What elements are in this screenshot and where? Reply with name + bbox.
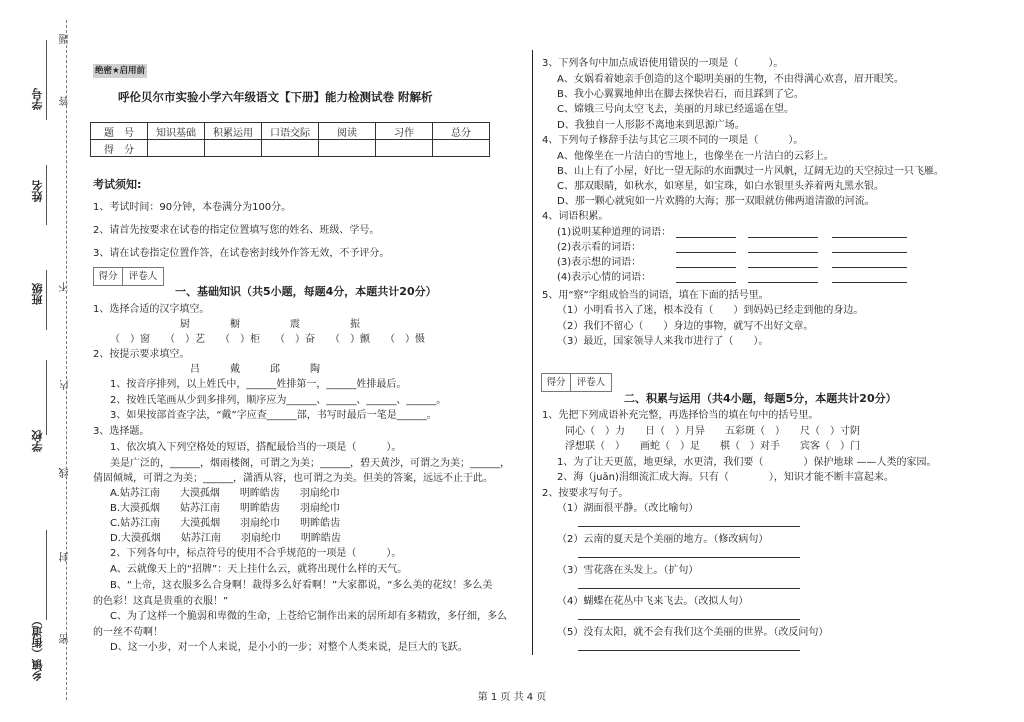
s2-prompt: （3）雪花落在头发上。（扩句） (557, 565, 699, 576)
s2-prompt: （4）蝴蝶在花丛中飞来飞去。（改拟人句） (557, 596, 749, 607)
seal-mark-da: 答 (60, 96, 71, 106)
r-option: B、我小心翼翼地伸出在脚去探快岩石，而且踩到了它。 (557, 89, 804, 100)
s1-option: B.大漠孤烟 姑苏江南 明眸皓齿 羽扇纶巾 (110, 503, 341, 514)
side-line-3 (46, 270, 47, 330)
s1-line: 2、按提示要求填空。 (93, 349, 190, 360)
r-option: D、我独自一人形影不离地来到思源广场。 (557, 120, 745, 131)
blank-line (832, 267, 907, 268)
score-header-cell: 知识基础 (148, 123, 205, 140)
r-option: （2）我们不留心（ ）身边的事物，就写不出好文章。 (557, 321, 814, 332)
grader-score-label: 得分 (94, 268, 123, 285)
section-1-title: 一、基础知识（共5小题，每题4分，本题共计20分） (175, 285, 437, 298)
score-cell (319, 140, 376, 157)
s1-line: 美是广泛的，______，烟雨楼阁，可谓之为美；______，碧天黄沙，可谓之为美；______， (110, 458, 510, 469)
s1-line: 1、依次填入下列空格处的短语，搭配最恰当的一项是（ ）。 (110, 442, 402, 453)
side-line-5 (46, 530, 47, 620)
r-line: 3、下列各句中加点成语使用错误的一项是（ ）。 (542, 58, 784, 69)
side-line-4 (46, 360, 47, 435)
answer-line (578, 557, 800, 558)
r-line: 5、用“察”字组成恰当的词语，填在下面的括号里。 (542, 290, 769, 301)
blank-line (748, 237, 818, 238)
exam-title: 呼伦贝尔市实验小学六年级语文【下册】能力检测试卷 附解析 (118, 90, 433, 104)
blank-line (832, 282, 907, 283)
r-option: (2)表示看的词语： (557, 242, 642, 253)
score-header-cell: 口语交际 (262, 123, 319, 140)
s1-line: 倩固倾城，可谓之为美；______，潇洒从容，也可谓之为美。但美的答案，远远不止于此。 (93, 473, 493, 484)
s1-option: C.姑苏江南 大漠孤烟 羽扇纶巾 明眸皓齿 (110, 518, 341, 529)
seal-mark-nei: 内 (60, 380, 71, 390)
r-option: A、他像坐在一片洁白的雪地上，也像坐在一片洁白的云彩上。 (557, 151, 834, 162)
s1-line: 的色彩！这真是贵重的衣服！” (93, 596, 229, 607)
page-number: 第 1 页 共 4 页 (477, 692, 547, 703)
r-option: （1）小明看书入了迷，根本没有（ ）到妈妈已经走到他的身边。 (557, 305, 864, 316)
confidential-badge: 绝密★启用前 (94, 66, 146, 76)
blank-line (832, 252, 907, 253)
s1-line: 吕 戴 邱 陶 (190, 364, 320, 375)
grader-name-label: 评卷人 (128, 271, 158, 282)
student-id-label: 学号 (31, 88, 44, 110)
r-line: 4、词语积累。 (542, 211, 609, 222)
s1-line: 1、按音序排列，以上姓氏中，______姓排第一，______姓排最后。 (110, 379, 407, 390)
score-cell (148, 140, 205, 157)
s2-line: 1、先把下列成语补充完整，再选择恰当的填在句中的括号里。 (542, 410, 819, 421)
blank-line (676, 237, 736, 238)
s1-option: D、这一小步，对一个人来说，是小小的一步；对整个人类来说，是巨大的飞跃。 (110, 642, 468, 653)
section-2-title: 二、积累与运用（共4小题，每题5分，本题共计20分） (624, 392, 897, 405)
s1-line: 厨 橱 震 振 (180, 319, 360, 330)
blank-line (748, 267, 818, 268)
seal-mark-ti: 题 (60, 34, 71, 44)
score-header-cell: 题 号 (91, 123, 148, 140)
s1-line: （ ）窗 （ ）艺 （ ）柜 （ ）奋 （ ）颤 （ ）慑 (110, 334, 425, 345)
school-label: 学校 (31, 430, 44, 452)
s1-option: C、为了这样一个脆弱和卑微的生命，上苍给它制作出来的居所却有多精致，多仔细，多么 (110, 611, 507, 622)
s1-line: 2、下列各句中，标点符号的使用不合乎规范的一项是（ ）。 (110, 548, 402, 559)
blank-line (676, 267, 736, 268)
s1-line: 3、选择题。 (93, 426, 150, 437)
seal-mark-bu: 不 (60, 282, 71, 292)
r-option: A、女娲看着她亲手创造的这个聪明美丽的生物，不由得满心欢喜，眉开眼笑。 (557, 74, 904, 85)
score-header-cell: 习作 (376, 123, 433, 140)
s1-option: A、云就像天上的“招牌”：天上挂什么云，就将出现什么样的天气。 (110, 564, 408, 575)
answer-line (578, 526, 800, 527)
s2-line: 1、为了让天更蓝，地更绿，水更清，我们要（ ）保护地球 ——人类的家园。 (557, 457, 937, 468)
score-cell (262, 140, 319, 157)
score-cell (376, 140, 433, 157)
s2-prompt: （2）云南的夏天是个美丽的地方。（修改病句） (557, 534, 769, 545)
township-label: 乡镇（街道） (31, 615, 44, 681)
column-divider (532, 50, 533, 655)
r-option: (4)表示心情的词语： (557, 272, 652, 283)
score-header-cell: 积累运用 (205, 123, 262, 140)
seal-mark-xian: 线 (60, 468, 71, 478)
s2-line: 2、按要求写句子。 (542, 488, 629, 499)
seal-mark-feng: 封 (60, 552, 71, 562)
grader-name-label: 评卷人 (576, 377, 606, 388)
blank-line (676, 252, 736, 253)
s1-line: 2、按姓氏笔画从少到多排列，顺序应为______、______、______、______。 (110, 395, 447, 406)
notice-item: 1、考试时间：90分钟，本卷满分为100分。 (93, 202, 292, 213)
r-option: (3)表示想的词语： (557, 257, 642, 268)
r-option: C、那双眼睛，如秋水，如寒星，如宝珠，如白水银里头养着两丸黑水银。 (557, 181, 884, 192)
blank-line (832, 237, 907, 238)
answer-line (578, 619, 800, 620)
r-option: B、山上有了小屋，好比一望无际的水面飘过一片风帆，辽阔无边的天空掠过一只飞雁。 (557, 166, 944, 177)
grader-box-1 (93, 267, 164, 286)
notice-heading: 考试须知: (93, 178, 142, 191)
s1-line: 1、选择合适的汉字填空。 (93, 304, 210, 315)
notice-item: 2、请首先按要求在试卷的指定位置填写您的姓名、班级、学号。 (93, 225, 380, 236)
score-row-label: 得 分 (91, 140, 148, 157)
score-cell (433, 140, 490, 157)
r-line: 4、下列句子修辞手法与其它三项不同的一项是（ ）。 (542, 135, 804, 146)
s1-option: B、“上帝，这衣服多么合身啊！裁得多么好看啊！”大家都说，“多么美的花纹！多么美 (110, 580, 493, 591)
seal-mark-mi: 密 (60, 634, 71, 644)
s2-line: 2、海（juān)涓细流汇成大海。只有（ ），知识才能不断丰富起来。 (557, 472, 894, 483)
notice-item: 3、请在试卷指定位置作答，在试卷密封线外作答无效，不予评分。 (93, 248, 390, 259)
score-header-cell: 阅读 (319, 123, 376, 140)
r-option: (1)说明某种道理的词语： (557, 227, 672, 238)
blank-line (748, 252, 818, 253)
score-header-cell: 总分 (433, 123, 490, 140)
answer-line (578, 650, 800, 651)
s1-line: 的一丝不苟啊！ (93, 627, 163, 638)
r-option: C、嫦娥三号向太空飞去，美丽的月球已经遥遥在望。 (557, 104, 794, 115)
r-option: D、那一颗心就宛如一片欢腾的大海；那一双眼就仿佛两道清澈的河流。 (557, 196, 875, 207)
grader-score-label: 得分 (542, 374, 571, 391)
s2-prompt: （1）湖面很平静。（改比喻句） (557, 503, 699, 514)
s2-prompt: （5）没有太阳，就不会有我们这个美丽的世界。（改反问句） (557, 627, 829, 638)
side-line-2 (46, 165, 47, 225)
grader-box-2 (541, 373, 612, 392)
name-label: 姓名 (31, 180, 44, 202)
s2-line: 浮想联（ ） 画蛇（ ）足 棋（ ）对手 宾客（ ）门 (565, 441, 860, 452)
score-table (90, 122, 490, 157)
score-cell (205, 140, 262, 157)
binding-dash-line (66, 20, 67, 700)
answer-line (578, 588, 800, 589)
blank-line (748, 282, 818, 283)
blank-line (676, 282, 736, 283)
class-label: 班级 (31, 283, 44, 305)
s2-line: 同心（ ）力 日（ ）月异 五彩斑（ ） 尺（ ）寸阴 (565, 426, 860, 437)
side-line-1 (46, 40, 47, 120)
r-option: （3）最近，国家领导人来我市进行了（ ）。 (557, 336, 769, 347)
s1-option: A.姑苏江南 大漠孤烟 明眸皓齿 羽扇纶巾 (110, 488, 340, 499)
s1-option: D.大漠孤烟 姑苏江南 羽扇纶巾 明眸皓齿 (110, 533, 341, 544)
s1-line: 3、如果按部首查字法，“戴”字应查______部，书写时最后一笔是______。 (110, 410, 437, 421)
